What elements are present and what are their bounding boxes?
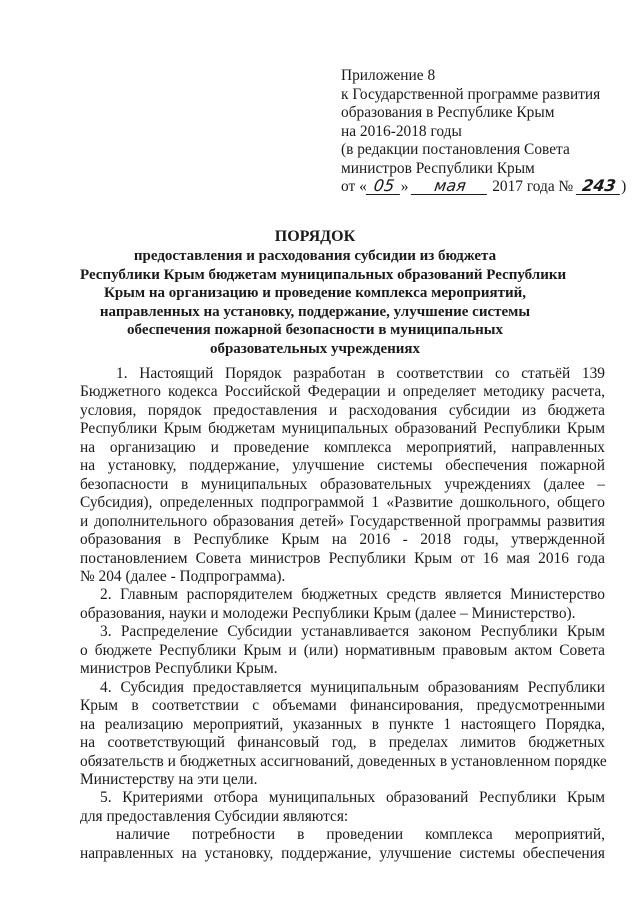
resolution-date-line [341, 178, 631, 197]
paragraph-1 [80, 365, 605, 586]
text-line: Бюджетного кодекса Российской Федерации и определяет методику расчета, [80, 383, 605, 401]
date-suffix: ) [621, 178, 627, 195]
text-line: постановлением Совета министров Республики Крым от 16 мая 2016 года [80, 549, 605, 567]
text-line: наличие потребности в проведении комплекса мероприятий, [116, 826, 605, 844]
subtitle-line: Республики Крым бюджетам муниципальных образований Республики [80, 266, 567, 283]
text-line: Республики Крым бюджетам муниципальных образований Республики Крым [80, 420, 605, 438]
text-line: 3. Распределение Субсидии устанавливается законом Республики Крым [100, 623, 605, 641]
text-line: образования в Республике Крым на 2016 - 2018 годы, утвержденной [80, 531, 605, 549]
appendix-line: (в редакции постановления Совета [341, 141, 570, 158]
subtitle-line: предоставления и расходования субсидии из бюджета [133, 248, 497, 264]
text-line: Министерству на эти цели. [80, 770, 258, 788]
date-prefix: от « [341, 178, 367, 195]
appendix-block [341, 67, 631, 197]
paragraph-2 [80, 586, 605, 623]
subtitle-line: направленных на установку, поддержание, улучшение системы [99, 303, 531, 320]
text-line: на установку, поддержание, улучшение системы обеспечения пожарной [80, 457, 605, 475]
handwritten-number: 243 [576, 178, 622, 195]
text-line: для предоставления Субсидии являются: [80, 807, 349, 825]
subtitle-line: обеспечения пожарной безопасности в муниципальных [127, 322, 503, 338]
text-line: безопасности в муниципальных образовательных учреждениях (далее – [80, 475, 605, 493]
paragraph-3 [80, 623, 605, 678]
paragraph-5 [80, 789, 605, 826]
appendix-line: к Государственной программе развития [341, 85, 601, 103]
appendix-line: министров Республики Крым [341, 159, 535, 177]
document-body [80, 365, 605, 863]
date-year-text: 2017 года № [492, 178, 574, 195]
text-line: и дополнительного образования детей» Государственной программы развития [80, 512, 605, 530]
text-line: Крым в соответствии с объемами финансирования, предусмотренными [80, 697, 605, 715]
title-block [80, 227, 567, 358]
text-line: направленных на установку, поддержание, улучшение системы обеспечения [80, 844, 605, 862]
document-title: ПОРЯДОК [274, 228, 356, 245]
handwritten-month: мая [411, 178, 489, 195]
paragraph-4 [80, 679, 605, 790]
text-line: № 204 (далее - Подпрограмма). [80, 567, 286, 585]
text-line: о бюджете Республики Крым и (или) нормативным правовым актом Совета [80, 641, 605, 659]
date-quote-close: » [400, 178, 409, 195]
text-line: на организацию и проведение комплекса мероприятий, направленных [80, 438, 605, 456]
appendix-line: Приложение 8 [341, 67, 436, 84]
handwritten-day: 05 [366, 178, 402, 195]
text-line: обязательств и бюджетных ассигнований, доведенных в установленном порядке [80, 752, 607, 770]
paragraph-6 [80, 826, 605, 863]
text-line: 1. Настоящий Порядок разработан в соответствии со статьёй 139 [116, 365, 605, 382]
text-line: условия, порядок предоставления и расходования субсидии из бюджета [80, 401, 605, 419]
text-line: министров Республики Крым. [80, 660, 278, 678]
subtitle-line: Крым на организацию и проведение комплекса мероприятий, [103, 285, 527, 301]
text-line: образования, науки и молодежи Республики Крым (далее – Министерство). [80, 604, 576, 622]
appendix-line: образования в Республике Крым [341, 104, 555, 121]
appendix-line: на 2016-2018 годы [341, 122, 462, 140]
document-subtitle [80, 247, 567, 358]
text-line: на реализацию мероприятий, указанных в пункте 1 настоящего Порядка, [80, 715, 605, 733]
text-line: 4. Субсидия предоставляется муниципальным образованиям Республики [100, 678, 605, 696]
text-line: 2. Главным распорядителем бюджетных средств является Министерство [100, 586, 605, 604]
text-line: Субсидия), определенных подпрограммой 1 «Развитие дошкольного, общего [80, 494, 605, 512]
subtitle-line: образовательных учреждениях [209, 340, 421, 357]
text-line: 5. Критериями отбора муниципальных образований Республики Крым [100, 789, 605, 807]
text-line: на соответствующий финансовый год, в пределах лимитов бюджетных [80, 734, 605, 752]
